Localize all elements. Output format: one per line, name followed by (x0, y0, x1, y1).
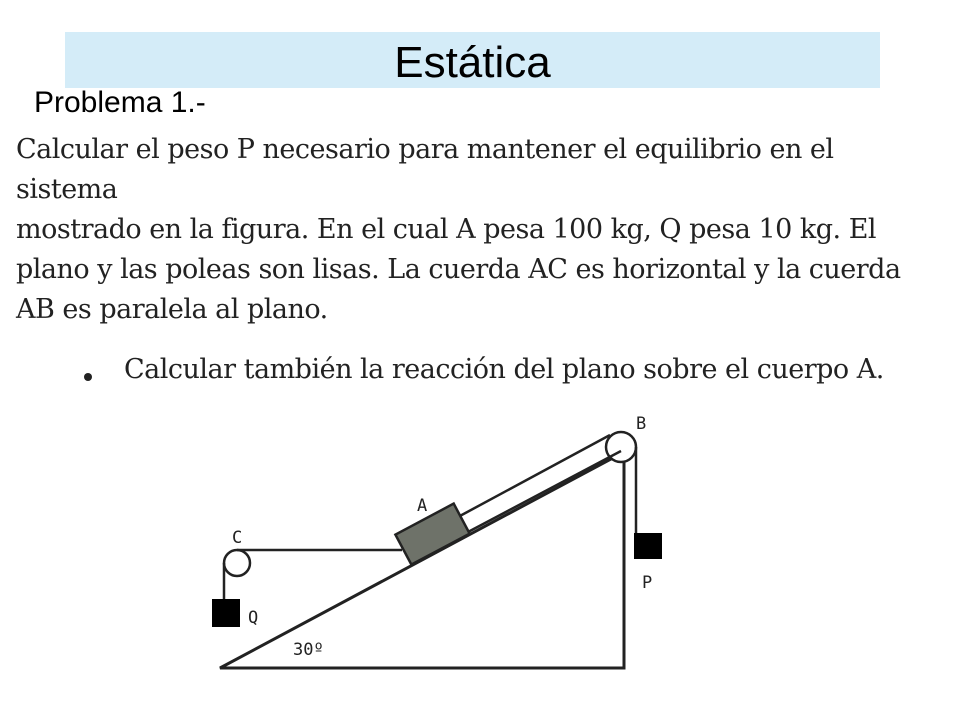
page-title: Estática (394, 38, 551, 87)
weight-q (212, 599, 240, 627)
problem-heading: Problema 1.- (34, 86, 206, 119)
incline-figure (190, 405, 670, 685)
label-b: B (636, 414, 647, 434)
label-q: Q (248, 608, 259, 628)
bullet-question: Calcular también la reacción del plano sobre el cuerpo A. (124, 354, 884, 385)
bullet-icon (84, 373, 92, 381)
weight-p (634, 533, 662, 559)
label-p: P (642, 573, 653, 593)
label-a: A (417, 496, 428, 516)
label-c: C (232, 528, 243, 548)
rope-ab (458, 435, 610, 517)
rope-ab-lower (468, 451, 621, 532)
problem-statement: Calcular el peso P necesario para mantener el equilibrio en el sistema mostrado en la figura. En el cual A pesa 100 kg, Q pesa 10 kg. El plano y las poleas son lisas. La cuerda AC es horizontal y la cuerda AB es paralela al plano. (16, 134, 901, 325)
angle-label: 30º (293, 640, 324, 660)
title-bar (65, 32, 880, 88)
pulley-c (224, 550, 250, 576)
